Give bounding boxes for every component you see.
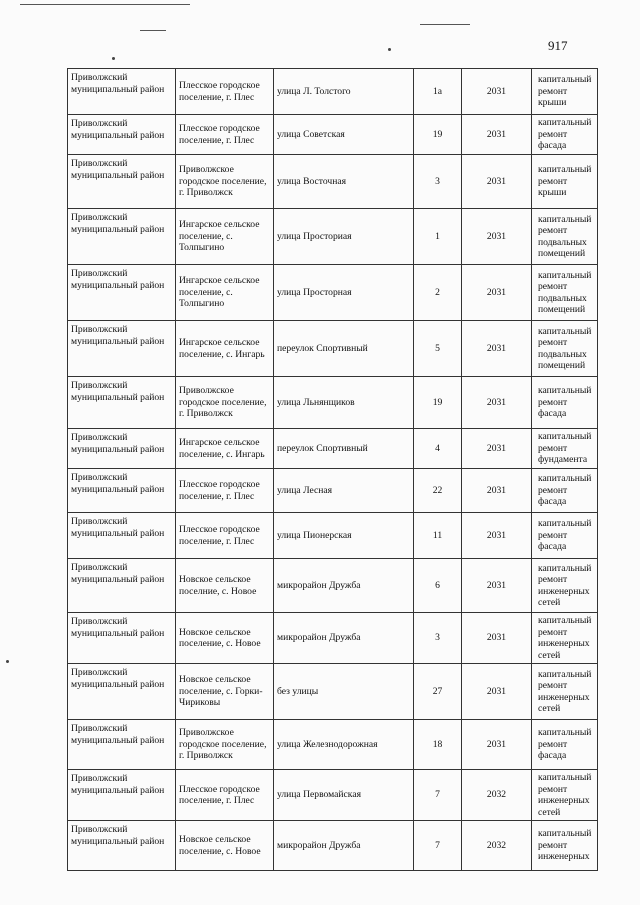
- year-cell: 2031: [462, 613, 532, 664]
- settlement-cell: Приволжское городское поселение, г. Приволжск: [176, 155, 274, 209]
- district-cell: Приволжский муниципальный район: [68, 265, 176, 321]
- work-type-cell: капитальный ремонт подвальных помещений: [532, 265, 598, 321]
- work-type-cell: капитальный ремонт инженерных сетей: [532, 770, 598, 821]
- page-number: 917: [548, 38, 568, 53]
- district-cell: Приволжский муниципальный район: [68, 469, 176, 513]
- district-cell: Приволжский муниципальный район: [68, 821, 176, 871]
- scan-artifact-line: [420, 24, 470, 25]
- house-number-cell: 1а: [414, 69, 462, 115]
- table-row: [68, 321, 598, 377]
- table-row: [68, 821, 598, 871]
- house-number-cell: 3: [414, 613, 462, 664]
- house-number-cell: 2: [414, 265, 462, 321]
- work-type-cell: капитальный ремонт фасада: [532, 720, 598, 770]
- settlement-cell: Новское сельское поселение, с. Новое: [176, 821, 274, 871]
- street-cell: улица Восточная: [274, 155, 414, 209]
- house-number-cell: 1: [414, 209, 462, 265]
- work-type-cell: капитальный ремонт инженерных сетей: [532, 559, 598, 613]
- street-cell: переулок Спортивный: [274, 429, 414, 469]
- work-type-cell: капитальный ремонт фасада: [532, 513, 598, 559]
- settlement-cell: Ингарское сельское поселение, с. Ингарь: [176, 429, 274, 469]
- house-number-cell: 5: [414, 321, 462, 377]
- district-cell: Приволжский муниципальный район: [68, 321, 176, 377]
- district-cell: Приволжский муниципальный район: [68, 720, 176, 770]
- district-cell: Приволжский муниципальный район: [68, 69, 176, 115]
- settlement-cell: Плесское городское поселение, г. Плес: [176, 770, 274, 821]
- settlement-cell: Плесское городское поселение, г. Плес: [176, 513, 274, 559]
- house-number-cell: 11: [414, 513, 462, 559]
- house-number-cell: 7: [414, 821, 462, 871]
- settlement-cell: Новское сельское поселение, с. Новое: [176, 613, 274, 664]
- work-type-cell: капитальный ремонт фасада: [532, 469, 598, 513]
- table-row: [68, 429, 598, 469]
- year-cell: 2031: [462, 664, 532, 720]
- year-cell: 2031: [462, 513, 532, 559]
- scan-artifact-dot: [112, 57, 115, 60]
- district-cell: Приволжский муниципальный район: [68, 770, 176, 821]
- year-cell: 2031: [462, 559, 532, 613]
- district-cell: Приволжский муниципальный район: [68, 377, 176, 429]
- year-cell: 2031: [462, 377, 532, 429]
- district-cell: Приволжский муниципальный район: [68, 429, 176, 469]
- district-cell: Приволжский муниципальный район: [68, 209, 176, 265]
- scan-artifact-dot: [6, 660, 9, 663]
- year-cell: 2032: [462, 821, 532, 871]
- house-number-cell: 6: [414, 559, 462, 613]
- table-row: [68, 265, 598, 321]
- settlement-cell: Ингарское сельское поселение, с. Толпыгино: [176, 209, 274, 265]
- scan-artifact-line: [140, 30, 166, 31]
- table-row: [68, 155, 598, 209]
- house-number-cell: 18: [414, 720, 462, 770]
- street-cell: улица Железнодорожная: [274, 720, 414, 770]
- house-number-cell: 4: [414, 429, 462, 469]
- settlement-cell: Ингарское сельское поселение, с. Толпыгино: [176, 265, 274, 321]
- table-row: [68, 469, 598, 513]
- house-number-cell: 19: [414, 115, 462, 155]
- settlement-cell: Плесское городское поселение, г. Плес: [176, 115, 274, 155]
- settlement-cell: Приволжское городское поселение, г. Приволжск: [176, 377, 274, 429]
- settlement-cell: Новское сельское поселение, с. Горки-Чириковы: [176, 664, 274, 720]
- street-cell: улица Л. Толстого: [274, 69, 414, 115]
- table-row: [68, 513, 598, 559]
- street-cell: переулок Спортивный: [274, 321, 414, 377]
- table-body: [68, 69, 598, 871]
- work-type-cell: капитальный ремонт инженерных сетей: [532, 664, 598, 720]
- street-cell: микрорайон Дружба: [274, 559, 414, 613]
- year-cell: 2031: [462, 321, 532, 377]
- street-cell: микрорайон Дружба: [274, 821, 414, 871]
- work-type-cell: капитальный ремонт подвальных помещений: [532, 321, 598, 377]
- year-cell: 2031: [462, 265, 532, 321]
- street-cell: улица Первомайская: [274, 770, 414, 821]
- work-type-cell: капитальный ремонт крыши: [532, 155, 598, 209]
- work-type-cell: капитальный ремонт фасада: [532, 377, 598, 429]
- year-cell: 2031: [462, 155, 532, 209]
- street-cell: улица Пионерская: [274, 513, 414, 559]
- house-number-cell: 22: [414, 469, 462, 513]
- table-row: [68, 377, 598, 429]
- street-cell: улица Лесная: [274, 469, 414, 513]
- table-row: [68, 720, 598, 770]
- table-row: [68, 115, 598, 155]
- scan-artifact-line: [20, 4, 190, 5]
- repair-schedule-table: [67, 68, 598, 871]
- work-type-cell: капитальный ремонт инженерных: [532, 821, 598, 871]
- year-cell: 2031: [462, 469, 532, 513]
- year-cell: 2032: [462, 770, 532, 821]
- work-type-cell: капитальный ремонт фасада: [532, 115, 598, 155]
- district-cell: Приволжский муниципальный район: [68, 513, 176, 559]
- district-cell: Приволжский муниципальный район: [68, 155, 176, 209]
- year-cell: 2031: [462, 69, 532, 115]
- work-type-cell: капитальный ремонт инженерных сетей: [532, 613, 598, 664]
- table-row: [68, 559, 598, 613]
- work-type-cell: капитальный ремонт подвальных помещений: [532, 209, 598, 265]
- settlement-cell: Новское сельское поселние, с. Новое: [176, 559, 274, 613]
- house-number-cell: 3: [414, 155, 462, 209]
- work-type-cell: капитальный ремонт фундамента: [532, 429, 598, 469]
- settlement-cell: Плесское городское поселение, г. Плес: [176, 69, 274, 115]
- house-number-cell: 7: [414, 770, 462, 821]
- street-cell: улица Просторная: [274, 265, 414, 321]
- table-row: [68, 69, 598, 115]
- year-cell: 2031: [462, 429, 532, 469]
- settlement-cell: Приволжское городское поселение, г. Приволжск: [176, 720, 274, 770]
- district-cell: Приволжский муниципальный район: [68, 613, 176, 664]
- table-row: [68, 209, 598, 265]
- house-number-cell: 27: [414, 664, 462, 720]
- street-cell: улица Советская: [274, 115, 414, 155]
- district-cell: Приволжский муниципальный район: [68, 664, 176, 720]
- year-cell: 2031: [462, 720, 532, 770]
- table-row: [68, 613, 598, 664]
- table-row: [68, 664, 598, 720]
- street-cell: улица Льнянщиков: [274, 377, 414, 429]
- scan-artifact-dot: [388, 48, 391, 51]
- year-cell: 2031: [462, 209, 532, 265]
- year-cell: 2031: [462, 115, 532, 155]
- table-row: [68, 770, 598, 821]
- street-cell: без улицы: [274, 664, 414, 720]
- street-cell: улица Просториая: [274, 209, 414, 265]
- house-number-cell: 19: [414, 377, 462, 429]
- street-cell: микрорайон Дружба: [274, 613, 414, 664]
- work-type-cell: капитальный ремонт крыши: [532, 69, 598, 115]
- settlement-cell: Ингарское сельское поселение, с. Ингарь: [176, 321, 274, 377]
- district-cell: Приволжский муниципальный район: [68, 115, 176, 155]
- settlement-cell: Плесское городское поселение, г. Плес: [176, 469, 274, 513]
- district-cell: Приволжский муниципальный район: [68, 559, 176, 613]
